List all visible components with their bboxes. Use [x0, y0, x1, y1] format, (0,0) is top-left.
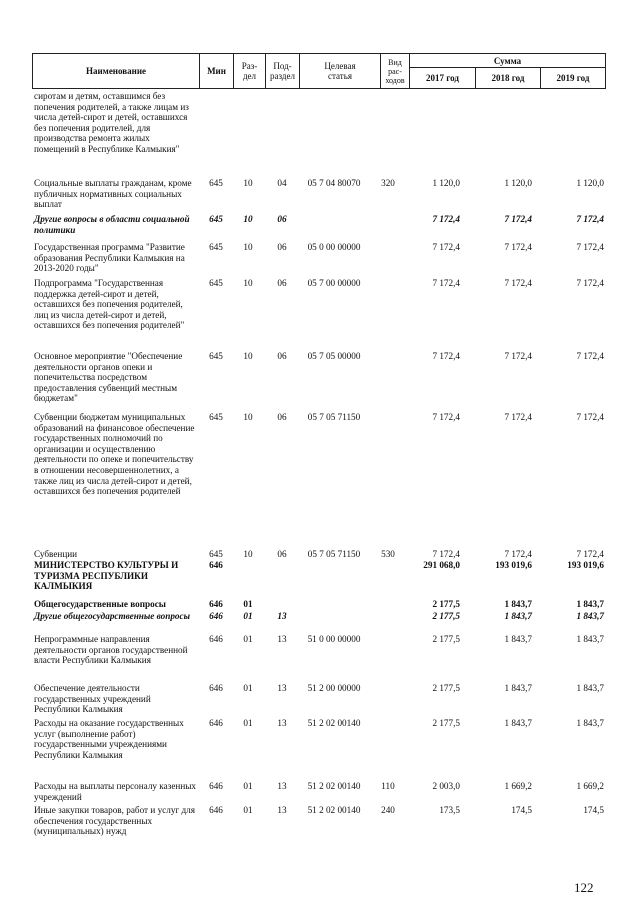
cell-y3: 7 172,4	[576, 242, 604, 252]
cell-y1: 2 177,5	[432, 634, 460, 644]
cell-pod: 06	[277, 242, 287, 252]
cell-y1: 7 172,4	[432, 351, 460, 361]
cell-y1: 2 177,5	[432, 611, 460, 621]
cell-min: 646	[209, 718, 223, 728]
cell-cs: 51 2 00 00000	[307, 683, 361, 693]
cell-y1: 2 177,5	[432, 599, 460, 609]
header-name: Наименование	[32, 53, 200, 89]
cell-name: Общегосударственные вопросы	[34, 599, 166, 609]
header-razdel: Раз- дел	[233, 53, 266, 89]
cell-y2: 1 843,7	[504, 718, 532, 728]
cell-pod: 13	[277, 781, 287, 791]
cell-y1: 291 068,0	[423, 560, 460, 570]
cell-raz: 01	[243, 781, 253, 791]
header-2017: 2017 год	[409, 67, 476, 89]
cell-min: 645	[209, 412, 223, 422]
cell-y3: 1 843,7	[576, 718, 604, 728]
table-header	[32, 53, 606, 89]
cell-y2: 7 172,4	[504, 351, 532, 361]
header-podrazdel: Под- раздел	[265, 53, 300, 89]
cell-raz: 10	[243, 178, 253, 188]
cell-name: Расходы на выплаты персоналу казенных учреждений	[34, 781, 197, 802]
cell-y1: 173,5	[439, 805, 460, 815]
cell-y2: 1 120,0	[504, 178, 532, 188]
cell-y3: 1 120,0	[576, 178, 604, 188]
cell-y2: 1 843,7	[504, 683, 532, 693]
cell-y3: 1 843,7	[576, 611, 604, 621]
cell-cs: 51 2 02 00140	[307, 805, 361, 815]
cell-y3: 7 172,4	[576, 214, 604, 224]
cell-min: 646	[209, 683, 223, 693]
cell-cs: 05 0 00 00000	[307, 242, 361, 252]
cell-min: 646	[209, 560, 223, 570]
cell-pod: 13	[277, 805, 287, 815]
cell-name: сиротам и детям, оставшимся без попечения родителей, а также лицам из числа детей-сирот и детей, оставшихся без попечения родителей, для производства ремонта жилых помещений в Республике Калмыкия"	[34, 91, 189, 154]
cell-cs: 51 2 02 00140	[307, 781, 361, 791]
cell-y2: 174,5	[511, 805, 532, 815]
cell-y1: 7 172,4	[432, 412, 460, 422]
header-summa: Сумма	[409, 53, 606, 68]
cell-name: Другие общегосударственные вопросы	[34, 611, 190, 621]
cell-y2: 7 172,4	[504, 278, 532, 288]
cell-y1: 7 172,4	[432, 549, 460, 559]
cell-y2: 1 843,7	[504, 611, 532, 621]
cell-raz: 01	[243, 634, 253, 644]
cell-min: 645	[209, 242, 223, 252]
cell-y3: 1 669,2	[576, 781, 604, 791]
cell-cs: 05 7 00 00000	[307, 278, 361, 288]
cell-raz: 01	[243, 718, 253, 728]
cell-raz: 10	[243, 351, 253, 361]
cell-pod: 06	[277, 351, 287, 361]
cell-y2: 1 843,7	[504, 599, 532, 609]
cell-y3: 7 172,4	[576, 351, 604, 361]
cell-name: Социальные выплаты гражданам, кроме публичных нормативных социальных выплат	[34, 178, 192, 210]
cell-raz: 10	[243, 412, 253, 422]
cell-raz: 01	[243, 683, 253, 693]
cell-name: Другие вопросы в области социальной политики	[34, 214, 190, 235]
cell-min: 646	[209, 599, 223, 609]
cell-y1: 2 177,5	[432, 683, 460, 693]
cell-name: Субвенции бюджетам муниципальных образований на финансовое обеспечение государственных полномочий по организации и осуществлению деятельности по опеке и попечительству в отношении несовершеннолетних, а также лиц из числа детей-сирот и детей, оставшихся без попечения родителей	[34, 412, 195, 497]
cell-vid: 320	[381, 178, 395, 188]
cell-cs: 51 0 00 00000	[307, 634, 361, 644]
cell-name: МИНИСТЕРСТВО КУЛЬТУРЫ И ТУРИЗМА РЕСПУБЛИКИ КАЛМЫКИЯ	[34, 560, 179, 592]
cell-name: Непрограммные направления деятельности органов государственной власти Республики Калмыкия	[34, 634, 188, 666]
header-2019: 2019 год	[540, 67, 606, 89]
cell-y2: 7 172,4	[504, 242, 532, 252]
cell-y2: 7 172,4	[504, 549, 532, 559]
cell-name: Обеспечение деятельности государственных учреждений Республики Калмыкия	[34, 683, 151, 715]
cell-cs: 05 7 05 00000	[307, 351, 361, 361]
cell-y1: 7 172,4	[432, 278, 460, 288]
cell-raz: 10	[243, 549, 253, 559]
cell-cs: 05 7 04 80070	[307, 178, 361, 188]
cell-raz: 10	[243, 214, 253, 224]
cell-y2: 1 669,2	[504, 781, 532, 791]
cell-y1: 2 003,0	[432, 781, 460, 791]
cell-min: 645	[209, 214, 223, 224]
cell-raz: 10	[243, 278, 253, 288]
cell-name: Расходы на оказание государственных услуг (выполнение работ) государственными учреждениями Республики Калмыкия	[34, 718, 184, 760]
cell-raz: 10	[243, 242, 253, 252]
cell-name: Государственная программа "Развитие образования Республики Калмыкия на 2013-2020 годы"	[34, 242, 185, 274]
cell-raz: 01	[243, 599, 253, 609]
cell-min: 646	[209, 611, 223, 621]
cell-min: 646	[209, 781, 223, 791]
cell-y1: 2 177,5	[432, 718, 460, 728]
cell-y3: 193 019,6	[567, 560, 604, 570]
cell-name: Подпрограмма "Государственная поддержка детей-сирот и детей, оставшихся без попечения родителей, лиц из числа детей-сирот и детей, оставшихся без попечения родителей"	[34, 278, 185, 331]
cell-vid: 530	[381, 549, 395, 559]
cell-cs: 51 2 02 00140	[307, 718, 361, 728]
header-min: Мин	[199, 53, 234, 89]
cell-name: Иные закупки товаров, работ и услуг для обеспечения государственных (муниципальных) нужд	[34, 805, 195, 837]
cell-pod: 06	[277, 214, 287, 224]
cell-y3: 1 843,7	[576, 683, 604, 693]
cell-pod: 06	[277, 412, 287, 422]
cell-pod: 04	[277, 178, 287, 188]
cell-y3: 7 172,4	[576, 549, 604, 559]
cell-min: 646	[209, 805, 223, 815]
cell-min: 646	[209, 634, 223, 644]
cell-pod: 06	[277, 278, 287, 288]
cell-min: 645	[209, 178, 223, 188]
cell-pod: 13	[277, 634, 287, 644]
cell-cs: 05 7 05 71150	[307, 412, 361, 422]
page-number: 122	[574, 880, 594, 895]
cell-y1: 1 120,0	[432, 178, 460, 188]
cell-min: 645	[209, 549, 223, 559]
cell-y3: 174,5	[583, 805, 604, 815]
cell-min: 645	[209, 278, 223, 288]
cell-raz: 01	[243, 805, 253, 815]
cell-raz: 01	[243, 611, 253, 621]
cell-y1: 7 172,4	[432, 214, 460, 224]
cell-pod: 06	[277, 549, 287, 559]
cell-min: 645	[209, 351, 223, 361]
cell-y2: 7 172,4	[504, 412, 532, 422]
cell-name: Субвенции	[34, 549, 78, 559]
cell-y2: 7 172,4	[504, 214, 532, 224]
cell-name: Основное мероприятие "Обеспечение деятельности органов опеки и попечительства посредством предоставления субвенций местным бюджетам"	[34, 351, 183, 404]
cell-vid: 110	[381, 781, 395, 791]
cell-y2: 1 843,7	[504, 634, 532, 644]
cell-y2: 193 019,6	[495, 560, 532, 570]
header-2018: 2018 год	[475, 67, 541, 89]
cell-y1: 7 172,4	[432, 242, 460, 252]
header-vid: Вид рас- ходов	[380, 53, 410, 89]
header-celevaya: Целевая статья	[299, 53, 381, 89]
cell-y3: 7 172,4	[576, 278, 604, 288]
cell-pod: 13	[277, 683, 287, 693]
cell-y3: 1 843,7	[576, 599, 604, 609]
cell-y3: 1 843,7	[576, 634, 604, 644]
cell-pod: 13	[277, 611, 287, 621]
cell-pod: 13	[277, 718, 287, 728]
cell-vid: 240	[381, 805, 395, 815]
cell-cs: 05 7 05 71150	[307, 549, 361, 559]
cell-y3: 7 172,4	[576, 412, 604, 422]
